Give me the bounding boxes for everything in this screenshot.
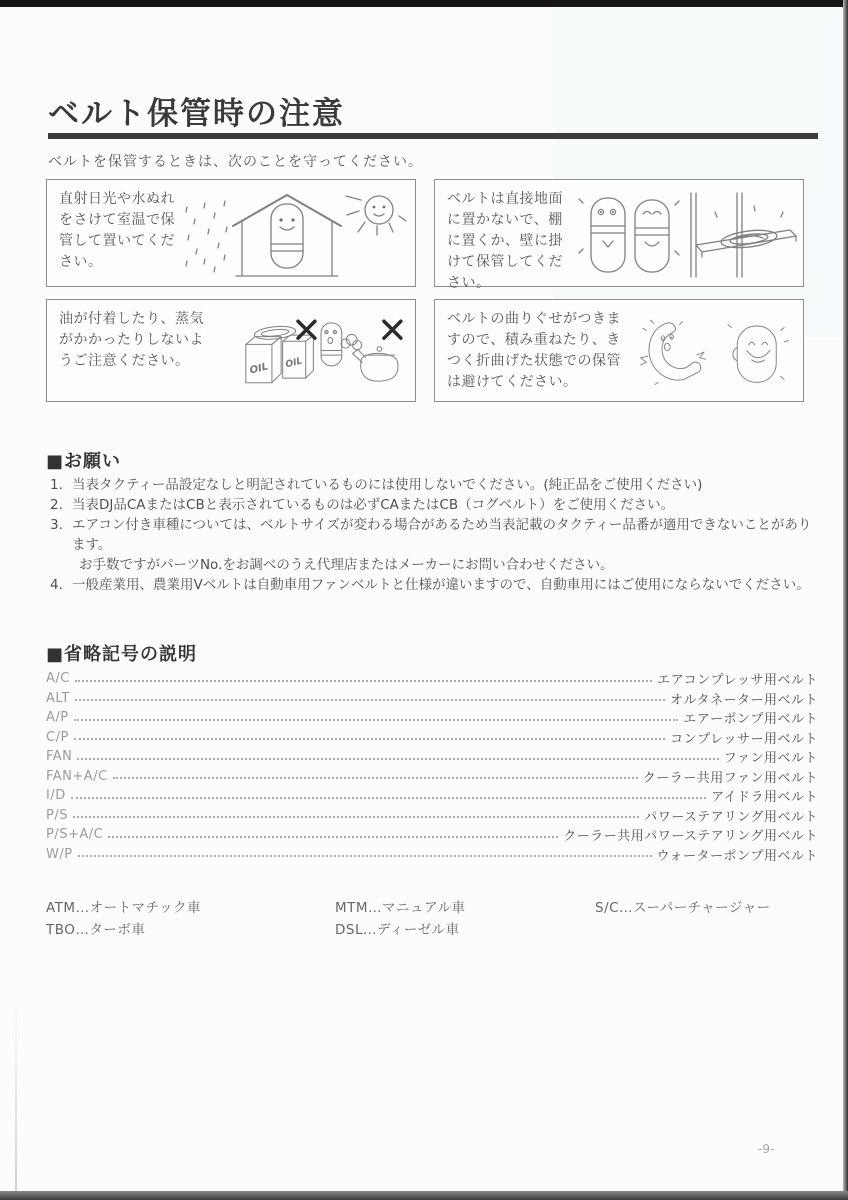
abbr-row	[46, 786, 818, 806]
oil-kettle-crossed-illustration	[209, 309, 407, 395]
notice-text: ベルトの曲りぐせがつきますので、積み重ねたり、きつく折曲げた状態での保管は避けてください。	[447, 311, 621, 390]
leader-dots	[78, 855, 652, 857]
notice-illustration-wrap	[569, 189, 797, 280]
vehicle-abbr-item: ATM…オートマチック車	[46, 900, 202, 916]
leader-dots	[74, 719, 679, 721]
request-item-text: 一般産業用、農業用Vベルトは自動車用ファンベルトと仕様が違いますので、自動車用にはご使用にならないでください。	[72, 577, 810, 593]
page-title: ベルト保管時の注意	[48, 96, 345, 132]
abbr-code: FAN	[46, 749, 73, 765]
intro-text: ベルトを保管するときは、次のことを守ってください。	[48, 154, 423, 170]
abbr-code: P/S	[46, 807, 68, 823]
abbr-row	[46, 669, 818, 689]
notice-box-oil-steam	[46, 299, 416, 402]
request-item-number: 4.	[50, 577, 63, 593]
belt-character-icon	[271, 204, 303, 268]
sun-icon	[346, 196, 406, 235]
vehicle-abbr-column	[46, 897, 201, 941]
abbr-desc: エアーポンプ用ベルト	[683, 712, 818, 728]
scan-tint	[553, 7, 843, 337]
abbr-desc: クーラー共用ファン用ベルト	[642, 770, 818, 786]
notice-text: 油が付着したり、蒸気がかかったりしないようご注意ください。	[59, 311, 204, 369]
abbr-code: FAN+A/C	[46, 768, 108, 784]
leader-dots	[77, 758, 718, 760]
scan-edge-right	[843, 0, 848, 1200]
coiled-belt-on-shelf-icon	[720, 227, 778, 250]
hanging-belt-character-icon	[579, 198, 625, 272]
leader-dots	[75, 680, 652, 682]
abbr-desc: オルタネーター用ベルト	[670, 692, 818, 708]
cross-mark-icon	[298, 321, 315, 338]
steam-cloud-icon	[341, 334, 362, 349]
abbr-row	[46, 825, 818, 845]
request-item	[50, 575, 818, 595]
leader-dots	[113, 777, 638, 779]
abbr-code: I/D	[46, 788, 66, 804]
oil-can-icon	[246, 337, 281, 383]
vehicle-abbr-column	[595, 897, 771, 919]
abbr-row	[46, 708, 818, 728]
abbr-code: A/P	[46, 710, 69, 726]
svg-text:OIL: OIL	[284, 355, 304, 371]
abbr-code: P/S+A/C	[46, 827, 104, 843]
request-item-text: 当表タクティー品設定なしと明記されているものには使用しないでください。(純正品をご使用ください)	[72, 477, 703, 493]
abbr-row	[46, 747, 818, 767]
belt-on-cans-icon	[254, 325, 296, 342]
leader-dots	[73, 816, 639, 818]
abbr-row	[46, 845, 818, 865]
request-item-number: 2.	[50, 497, 63, 513]
oil-can-2-icon	[283, 335, 314, 378]
scan-crease	[15, 1005, 17, 1191]
steamed-belt-character-icon	[321, 323, 342, 366]
notice-illustration-wrap	[209, 309, 407, 395]
abbr-desc: エアコンプレッサ用ベルト	[657, 673, 818, 689]
abbr-code: W/P	[46, 846, 73, 862]
vehicle-abbr-item: MTM…マニュアル車	[335, 900, 466, 916]
abbr-row	[46, 728, 818, 748]
scan-edge-top	[0, 0, 848, 7]
request-item-number: 1.	[50, 477, 63, 493]
bent-and-straight-belt-illustration	[629, 309, 795, 395]
request-item	[50, 515, 818, 575]
request-list	[50, 475, 818, 595]
page-number: -9-	[758, 1142, 775, 1156]
vehicle-abbr-item: TBO…ターボ車	[46, 922, 146, 938]
abbr-row	[46, 767, 818, 787]
happy-belt-character-icon	[728, 325, 789, 383]
abbr-row	[46, 689, 818, 709]
request-item-text	[72, 515, 818, 575]
request-item	[50, 475, 818, 495]
abbr-row	[46, 806, 818, 826]
rain-icon	[186, 201, 227, 272]
hanging-belt-character-2-icon	[635, 200, 679, 272]
abbr-code: A/C	[46, 671, 70, 687]
abbr-desc: ファン用ベルト	[723, 751, 818, 767]
notice-box-sunlight-water	[46, 179, 416, 287]
leader-dots	[71, 797, 706, 799]
request-section-heading: ■お願い	[46, 451, 122, 472]
abbr-code: C/P	[46, 729, 69, 745]
abbr-desc: ウォーターポンプ用ベルト	[656, 848, 818, 864]
title-rule	[48, 133, 818, 139]
scan-edge-bottom	[0, 1191, 848, 1200]
belts-on-wall-shelf-illustration	[569, 189, 797, 281]
house-icon	[233, 195, 341, 276]
notice-text: 直射日光や水ぬれをさけて室温で保管して置いてください。	[59, 191, 175, 270]
abbr-desc: クーラー共用パワーステアリング用ベルト	[563, 829, 818, 845]
notice-box-wall-shelf	[434, 179, 804, 291]
svg-text:OIL: OIL	[248, 361, 270, 377]
bent-sad-belt-character-icon	[641, 320, 706, 384]
rain-house-sun-illustration	[181, 189, 409, 281]
vehicle-abbr-item: S/C…スーパーチャージャー	[595, 900, 771, 916]
vehicle-abbr-item: DSL…ディーゼル車	[335, 922, 460, 938]
abbr-section-heading: ■省略記号の説明	[46, 644, 198, 665]
kettle-icon	[353, 347, 399, 382]
notice-box-bent-belt	[434, 299, 804, 402]
leader-dots	[74, 738, 665, 740]
request-item-number: 3.	[50, 517, 63, 533]
notice-text: ベルトは直接地面に置かないで、棚に置くか、壁に掛けて保管してください。	[447, 191, 563, 291]
request-item-line2: お手数ですがパーツNo.をお調べのうえ代理店またはメーカーにお問い合わせください。	[79, 557, 614, 573]
request-item-line1: エアコン付き車種については、ベルトサイズが変わる場合があるため当表記載のタクティー品番が適用できないことがあります。	[72, 517, 812, 553]
abbr-desc: パワーステアリング用ベルト	[644, 809, 818, 825]
notice-illustration-wrap	[181, 189, 409, 280]
request-item	[50, 495, 818, 515]
cross-mark-2-icon	[384, 321, 401, 338]
wall-posts-icon	[691, 193, 742, 277]
abbr-code: ALT	[46, 690, 70, 706]
leader-dots	[75, 699, 665, 701]
request-item-text: 当表DJ品CAまたはCBと表示されているものは必ずCAまたはCB（コグベルト）をご使用ください。	[72, 497, 675, 513]
abbr-list	[46, 669, 818, 864]
abbr-desc: アイドラ用ベルト	[711, 790, 818, 806]
abbr-desc: コンプレッサー用ベルト	[670, 731, 818, 747]
notice-illustration-wrap	[625, 309, 795, 395]
leader-dots	[108, 836, 558, 838]
vehicle-abbr-column	[335, 897, 466, 941]
